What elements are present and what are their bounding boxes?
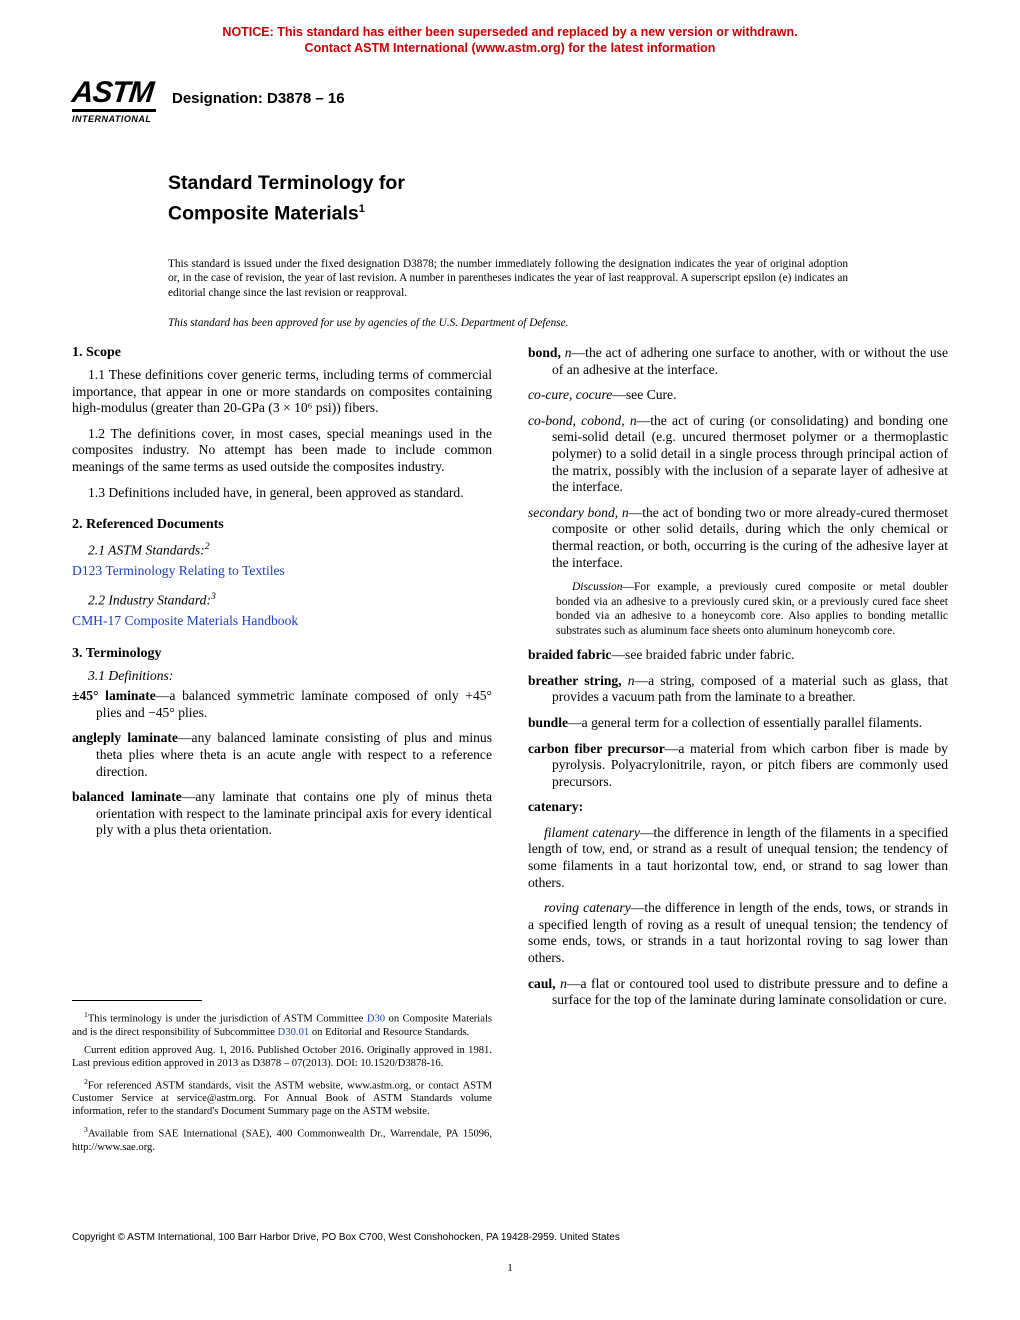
- definition-entry-co-cure: [528, 387, 948, 404]
- subsection-2-2: [72, 589, 492, 609]
- footnote-3-text: Available from SAE International (SAE), 400 Commonwealth Dr., Warrendale, PA 15096, http://www.sae.org.: [72, 1128, 492, 1153]
- reference-cmh17-id[interactable]: CMH-17: [72, 613, 122, 628]
- definition-term: braided fabric: [528, 647, 612, 663]
- definition-part-of-speech: n: [560, 345, 572, 360]
- footnote-1-link-d3001[interactable]: D30.01: [277, 1026, 310, 1038]
- footnote-1-text-b: on Composite Materials and is the direct responsibility of Subcommittee: [72, 1013, 493, 1038]
- definition-term: co-bond, cobond, n: [528, 412, 637, 428]
- definition-part-of-speech: n: [621, 672, 635, 688]
- definition-body: —a string, composed of a material such as glass, that provides a vacuum path from the laminate to a breather.: [552, 672, 948, 705]
- footnote-1: [72, 1008, 492, 1039]
- definition-term: breather string,: [528, 672, 622, 688]
- notice-line-1: NOTICE: This standard has either been superseded and replaced by a new version or withdrawn.: [222, 25, 798, 39]
- title-line-1: Standard Terminology for: [168, 172, 405, 194]
- definition-body: —a material from which carbon fiber is made by pyrolysis. Polyacrylonitrile, rayon, or pitch fibers are commonly used precursors.: [552, 740, 948, 789]
- subsection-3-1: 3.1 Definitions:: [88, 667, 174, 683]
- definition-body: —a general term for a collection of essentially parallel filaments.: [568, 714, 923, 730]
- document-header: [72, 78, 948, 148]
- footnote-edition: Current edition approved Aug. 1, 2016. Published October 2016. Originally approved in 1981. Last previous edition approved in 2013 as D3878 – 07(2013). DOI: 10.1520/D3878-16.: [72, 1044, 492, 1069]
- definition-entry-secondary-bond: [528, 505, 948, 571]
- definition-entry-braided-fabric: [528, 647, 948, 664]
- paragraph-1-3: 1.3 Definitions included have, in general, been approved as standard.: [88, 484, 464, 500]
- footnote-3-marker: 3: [84, 1125, 88, 1135]
- definition-term: filament catenary: [544, 824, 640, 840]
- definition-entry-bond: [528, 345, 948, 378]
- footnotes-block: [72, 1008, 492, 1159]
- footnote-1-link-d30[interactable]: D30: [366, 1013, 386, 1025]
- footnote-1-text-a: This terminology is under the jurisdiction of ASTM Committee: [87, 1013, 367, 1025]
- page-title: [168, 170, 868, 227]
- dod-approval-note: This standard has been approved for use by agencies of the U.S. Department of Defense.: [168, 317, 569, 329]
- left-column: [72, 345, 492, 848]
- refs-2-1-footnote-marker: 2: [204, 541, 210, 553]
- definition-entry-roving-catenary: [528, 900, 948, 966]
- definition-entry: [72, 789, 492, 839]
- paragraph-1-1: 1.1 These definitions cover generic terms, including terms of commercial importance, that appear in one or more standards on composites containing high-modulus (greater than 20-GPa (3 × 10⁶ psi)) fibers.: [72, 367, 492, 416]
- definition-body: —the act of bonding two or more already-cured thermoset composite or other solid details, during which the only chemical or thermal reaction, or both, occurring is the curing of the adhesive layer at the interface.: [552, 504, 948, 570]
- footnote-divider: [72, 1000, 202, 1001]
- definition-discussion: [528, 580, 948, 638]
- definition-entry-filament-catenary: [528, 825, 948, 891]
- definition-entry-carbon-fiber-precursor: [528, 741, 948, 791]
- definition-entry: [72, 688, 492, 721]
- definition-term: carbon fiber precursor: [528, 740, 665, 756]
- definition-body: —any balanced laminate consisting of plus and minus theta plies where theta is an acute angle with respect to a reference direction.: [96, 730, 493, 779]
- footnote-2-marker: 2: [84, 1076, 88, 1086]
- discussion-body: —For example, a previously cured composite or metal doubler bonded via an adhesive to a previously cured skin, or a previously cured face sheet bonded via an adhesive to a honeycomb core. Also applies to bonding metallic substrates such as aluminum face sheets onto aluminum honeycomb core.: [556, 581, 948, 637]
- reference-d123-id[interactable]: D123: [72, 563, 103, 579]
- definition-term: ±45° laminate: [72, 688, 156, 704]
- definition-body: —see braided fabric under fabric.: [611, 647, 795, 663]
- designation-label: Designation: D3878 – 16: [172, 90, 345, 107]
- discussion-label: Discussion: [572, 581, 623, 594]
- reference-d123-title[interactable]: Terminology Relating to Textiles: [105, 563, 285, 579]
- section-heading-scope: 1. Scope: [72, 345, 121, 360]
- definition-term: catenary:: [528, 799, 584, 815]
- definition-term: bundle: [528, 714, 569, 730]
- astm-logo-bar: [72, 109, 156, 112]
- footnote-3: [72, 1123, 492, 1154]
- refs-2-2-footnote-marker: 3: [210, 590, 216, 602]
- copyright-footer: Copyright © ASTM International, 100 Barr Harbor Drive, PO Box C700, West Conshohocken, PA 19428-2959. United States: [72, 1232, 620, 1243]
- astm-logo-subtext: INTERNATIONAL: [72, 114, 152, 124]
- definition-term: balanced laminate: [72, 789, 182, 805]
- definition-body: —any laminate that contains one ply of minus theta orientation with respect to the laminate principal axis for every identical ply with a plus theta orientation.: [96, 789, 492, 838]
- footnote-1-text-c: on Editorial and Resource Standards.: [309, 1026, 470, 1038]
- definition-term: angleply laminate: [72, 730, 178, 746]
- refs-2-2-label: 2.2 Industry Standard:: [88, 592, 211, 608]
- footnote-2: [72, 1075, 492, 1119]
- reference-d123: [72, 563, 492, 580]
- definition-term: secondary bond, n: [528, 504, 629, 520]
- definition-term: co-cure, cocure: [528, 387, 613, 403]
- definition-term: roving catenary: [544, 900, 631, 916]
- section-heading-terminology: 3. Terminology: [72, 645, 162, 661]
- definition-body: —the act of curing (or consolidating) and bonding one semi-solid detail (e.g. uncured thermoset polymer or a thermoplastic polymer) to a solid detail in a single process through principal action of the matrix, possibly with the inclusion of a separate layer of adhesive at the interface.: [552, 412, 948, 495]
- definition-entry-caul: [528, 976, 948, 1009]
- title-block: [168, 170, 868, 330]
- definition-term: bond,: [528, 345, 561, 360]
- definition-entry-co-bond: [528, 413, 948, 496]
- definition-body: —a flat or contoured tool used to distribute pressure and to define a surface for the top of the laminate during laminate consolidation or cure.: [552, 975, 949, 1008]
- definition-entry-catenary: [528, 799, 948, 816]
- notice-line-2: Contact ASTM International (www.astm.org) for the latest information: [304, 41, 716, 55]
- definition-entry-bundle: [528, 715, 948, 732]
- definition-body: —the act of adhering one surface to another, with or without the use of an adhesive at the interface.: [552, 345, 948, 377]
- definition-body: —the difference in length of the filaments in a specified length of tow, end, or strand as a result of unequal tension; the tendency of some filaments in a taut horizontal tow, end, or strand to sag lower than others.: [528, 824, 948, 890]
- definition-body: —the difference in length of the ends, tows, or strands in a specified length of roving as a result of unequal tension; the tendency of some ends, tows, or strands in a taut horizontal roving to sag lower than others.: [528, 900, 949, 966]
- definition-body: —a balanced symmetric laminate composed of only +45° plies and −45° plies.: [96, 688, 492, 720]
- definition-entry-breather-string: [528, 673, 948, 706]
- astm-logo: [72, 78, 156, 140]
- right-column: [528, 345, 948, 1018]
- subsection-2-1: [72, 539, 492, 559]
- front-matter-note: This standard is issued under the fixed designation D3878; the number immediately following the designation indicates the year of original adoption or, in the case of revision, the year of last revision. A number in parentheses indicates the year of last reapproval. A superscript epsilon (e) indicates an editorial change since the last revision or reapproval.: [168, 257, 848, 299]
- definition-part-of-speech: n: [555, 975, 567, 991]
- title-line-2: Composite Materials: [168, 202, 359, 225]
- reference-cmh17-title[interactable]: Composite Materials Handbook: [124, 613, 299, 628]
- definition-entry: [72, 730, 492, 780]
- footnote-1-marker: 1: [84, 1010, 88, 1019]
- astm-logo-text: ASTM: [70, 76, 155, 109]
- title-footnote-marker: 1: [358, 203, 365, 215]
- definition-term: caul,: [528, 975, 556, 991]
- page-number: 1: [507, 1262, 513, 1274]
- definition-body: —see Cure.: [612, 387, 677, 403]
- paragraph-1-2: 1.2 The definitions cover, in most cases, special meanings used in the composites industry. No attempt has been made to include common meanings of the same terms as used outside the composites industry.: [72, 425, 492, 474]
- refs-2-1-label: 2.1 ASTM Standards:: [88, 542, 205, 558]
- section-heading-referenced-documents: 2. Referenced Documents: [72, 517, 224, 533]
- footnote-2-text: For referenced ASTM standards, visit the ASTM website, www.astm.org, or contact ASTM Customer Service at service@astm.org. For Annual Book of ASTM Standards volume information, refer to the standard's Document Summary page on the ASTM website.: [72, 1080, 492, 1118]
- superseded-notice: [0, 24, 1020, 56]
- reference-cmh17: [72, 613, 492, 630]
